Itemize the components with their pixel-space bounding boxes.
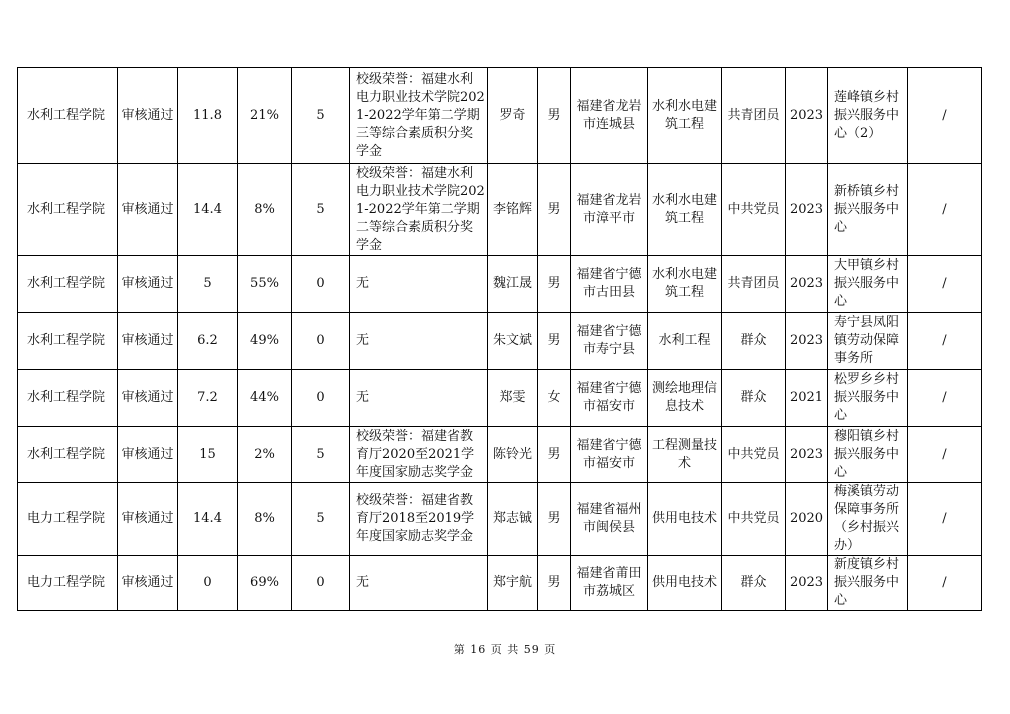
honor-cell: 校级荣誉：福建省教育厅2020至2021学年度国家励志奖学金 (350, 427, 488, 483)
points-cell: 0 (292, 256, 350, 313)
college-cell: 电力工程学院 (18, 483, 118, 556)
score-cell: 0 (178, 556, 238, 611)
name-cell: 朱文斌 (488, 313, 538, 370)
gender-cell: 男 (538, 68, 571, 164)
points-cell: 0 (292, 313, 350, 370)
note-cell: / (908, 313, 982, 370)
origin-cell: 福建省宁德市古田县 (571, 256, 648, 313)
status-cell: 审核通过 (118, 164, 178, 256)
table-row (18, 68, 982, 164)
name-cell: 李铭辉 (488, 164, 538, 256)
origin-cell: 福建省龙岩市连城县 (571, 68, 648, 164)
name-cell: 郑雯 (488, 370, 538, 427)
honor-cell: 无 (350, 313, 488, 370)
note-cell: / (908, 370, 982, 427)
status-cell: 审核通过 (118, 313, 178, 370)
honor-cell: 无 (350, 556, 488, 611)
college-cell: 水利工程学院 (18, 370, 118, 427)
rank-cell: 44% (238, 370, 292, 427)
status-cell: 审核通过 (118, 483, 178, 556)
name-cell: 罗奇 (488, 68, 538, 164)
table-row (18, 427, 982, 483)
gender-cell: 男 (538, 483, 571, 556)
name-cell: 陈铃光 (488, 427, 538, 483)
gender-cell: 男 (538, 256, 571, 313)
unit-cell: 穆阳镇乡村振兴服务中心 (828, 427, 908, 483)
table-row (18, 556, 982, 611)
points-cell: 5 (292, 483, 350, 556)
year-cell: 2023 (786, 68, 828, 164)
table-row (18, 370, 982, 427)
table-row (18, 164, 982, 256)
major-cell: 水利水电建筑工程 (648, 68, 722, 164)
note-cell: / (908, 256, 982, 313)
table-row (18, 256, 982, 313)
gender-cell: 男 (538, 313, 571, 370)
honor-cell: 无 (350, 370, 488, 427)
year-cell: 2023 (786, 164, 828, 256)
rank-cell: 49% (238, 313, 292, 370)
year-cell: 2020 (786, 483, 828, 556)
status-cell: 审核通过 (118, 556, 178, 611)
major-cell: 水利水电建筑工程 (648, 256, 722, 313)
gender-cell: 男 (538, 556, 571, 611)
note-cell: / (908, 164, 982, 256)
politics-cell: 共青团员 (722, 68, 786, 164)
unit-cell: 新度镇乡村振兴服务中心 (828, 556, 908, 611)
name-cell: 郑志铖 (488, 483, 538, 556)
year-cell: 2023 (786, 556, 828, 611)
note-cell: / (908, 68, 982, 164)
college-cell: 水利工程学院 (18, 427, 118, 483)
politics-cell: 中共党员 (722, 164, 786, 256)
table-row (18, 483, 982, 556)
data-table (17, 67, 982, 611)
score-cell: 11.8 (178, 68, 238, 164)
unit-cell: 新桥镇乡村振兴服务中心 (828, 164, 908, 256)
honor-cell: 校级荣誉：福建省教育厅2018至2019学年度国家励志奖学金 (350, 483, 488, 556)
origin-cell: 福建省莆田市荔城区 (571, 556, 648, 611)
status-cell: 审核通过 (118, 256, 178, 313)
major-cell: 供用电技术 (648, 483, 722, 556)
score-cell: 14.4 (178, 483, 238, 556)
score-cell: 14.4 (178, 164, 238, 256)
politics-cell: 群众 (722, 556, 786, 611)
table-row (18, 313, 982, 370)
unit-cell: 松罗乡乡村振兴服务中心 (828, 370, 908, 427)
gender-cell: 男 (538, 164, 571, 256)
origin-cell: 福建省龙岩市漳平市 (571, 164, 648, 256)
honor-cell: 校级荣誉：福建水利电力职业技术学院2021-2022学年第二学期三等综合素质积分奖学金 (350, 68, 488, 164)
score-cell: 5 (178, 256, 238, 313)
gender-cell: 女 (538, 370, 571, 427)
major-cell: 工程测量技术 (648, 427, 722, 483)
table-body (18, 68, 982, 611)
points-cell: 0 (292, 370, 350, 427)
status-cell: 审核通过 (118, 68, 178, 164)
politics-cell: 中共党员 (722, 427, 786, 483)
origin-cell: 福建省宁德市福安市 (571, 427, 648, 483)
unit-cell: 寿宁县凤阳镇劳动保障事务所 (828, 313, 908, 370)
points-cell: 5 (292, 68, 350, 164)
honor-cell: 无 (350, 256, 488, 313)
points-cell: 5 (292, 164, 350, 256)
rank-cell: 55% (238, 256, 292, 313)
politics-cell: 中共党员 (722, 483, 786, 556)
score-cell: 7.2 (178, 370, 238, 427)
college-cell: 水利工程学院 (18, 256, 118, 313)
note-cell: / (908, 483, 982, 556)
score-cell: 6.2 (178, 313, 238, 370)
origin-cell: 福建省宁德市福安市 (571, 370, 648, 427)
major-cell: 水利水电建筑工程 (648, 164, 722, 256)
score-cell: 15 (178, 427, 238, 483)
unit-cell: 梅溪镇劳动保障事务所（乡村振兴办） (828, 483, 908, 556)
status-cell: 审核通过 (118, 370, 178, 427)
politics-cell: 群众 (722, 370, 786, 427)
page-footer: 第 16 页 共 59 页 (453, 643, 557, 656)
major-cell: 水利工程 (648, 313, 722, 370)
status-cell: 审核通过 (118, 427, 178, 483)
politics-cell: 共青团员 (722, 256, 786, 313)
major-cell: 测绘地理信息技术 (648, 370, 722, 427)
year-cell: 2023 (786, 313, 828, 370)
politics-cell: 群众 (722, 313, 786, 370)
year-cell: 2023 (786, 427, 828, 483)
note-cell: / (908, 427, 982, 483)
points-cell: 0 (292, 556, 350, 611)
origin-cell: 福建省宁德市寿宁县 (571, 313, 648, 370)
unit-cell: 莲峰镇乡村振兴服务中心（2） (828, 68, 908, 164)
major-cell: 供用电技术 (648, 556, 722, 611)
honor-cell: 校级荣誉：福建水利电力职业技术学院2021-2022学年第二学期二等综合素质积分奖学金 (350, 164, 488, 256)
college-cell: 水利工程学院 (18, 313, 118, 370)
points-cell: 5 (292, 427, 350, 483)
name-cell: 魏江晟 (488, 256, 538, 313)
rank-cell: 69% (238, 556, 292, 611)
rank-cell: 21% (238, 68, 292, 164)
rank-cell: 2% (238, 427, 292, 483)
note-cell: / (908, 556, 982, 611)
year-cell: 2023 (786, 256, 828, 313)
college-cell: 电力工程学院 (18, 556, 118, 611)
unit-cell: 大甲镇乡村振兴服务中心 (828, 256, 908, 313)
rank-cell: 8% (238, 164, 292, 256)
gender-cell: 男 (538, 427, 571, 483)
college-cell: 水利工程学院 (18, 68, 118, 164)
college-cell: 水利工程学院 (18, 164, 118, 256)
name-cell: 郑宇航 (488, 556, 538, 611)
origin-cell: 福建省福州市闽侯县 (571, 483, 648, 556)
year-cell: 2021 (786, 370, 828, 427)
rank-cell: 8% (238, 483, 292, 556)
